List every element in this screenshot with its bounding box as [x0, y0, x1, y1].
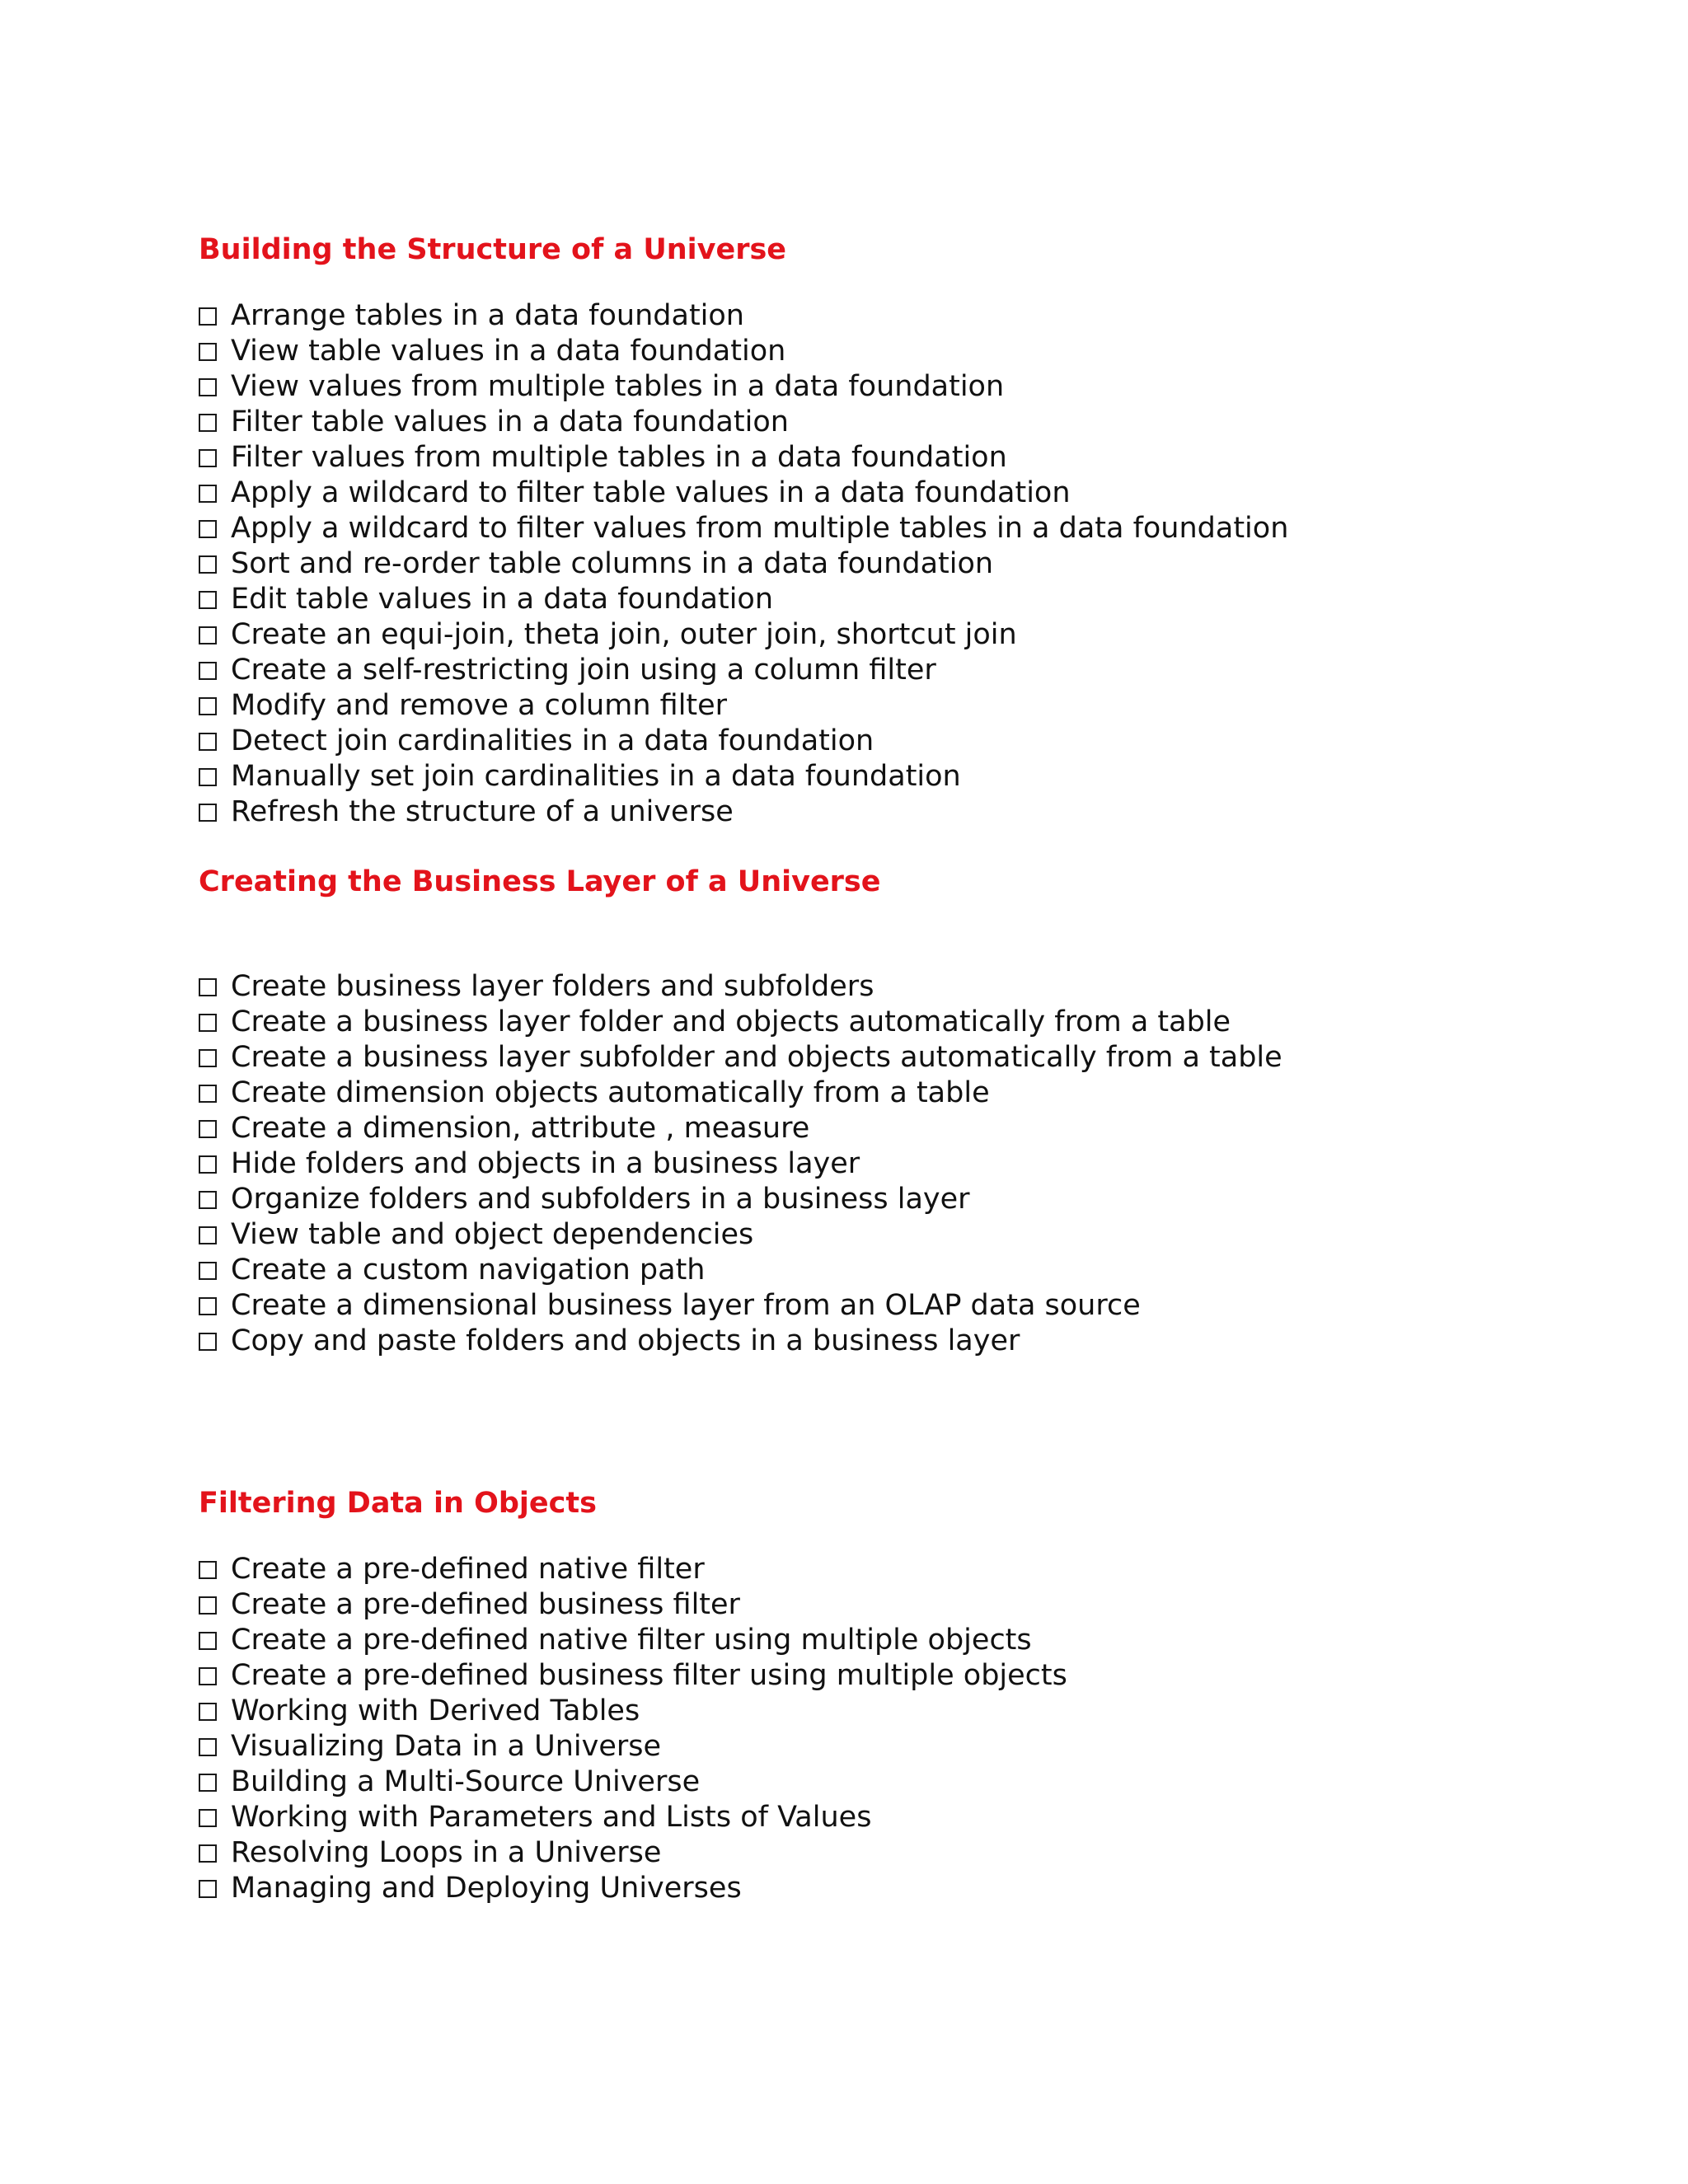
checklist — [199, 1552, 1600, 1906]
checkbox-icon — [199, 1333, 217, 1351]
checklist-item-label: Create an equi-join, theta join, outer join, shortcut join — [231, 618, 1017, 651]
checklist-item-label: View table values in a data foundation — [231, 335, 786, 368]
checkbox-icon — [199, 662, 217, 680]
checklist-item — [199, 1182, 1600, 1217]
checklist-item-label: Copy and paste folders and objects in a business layer — [231, 1324, 1020, 1357]
section-building-structure — [199, 232, 1600, 830]
checkbox-icon — [199, 804, 217, 822]
checkbox-icon — [199, 978, 217, 996]
section-title: Creating the Business Layer of a Universe — [199, 865, 881, 898]
checkbox-icon — [199, 1703, 217, 1721]
checkbox-icon — [199, 1667, 217, 1685]
checklist-item-label: Edit table values in a data foundation — [231, 583, 774, 616]
checkbox-icon — [199, 520, 217, 538]
checklist-item-label: Hide folders and objects in a business layer — [231, 1147, 860, 1180]
checklist-item — [199, 1800, 1600, 1835]
checklist-item-label: Create a business layer folder and objects automatically from a table — [231, 1005, 1231, 1038]
checklist-item — [199, 1658, 1600, 1694]
checklist-item — [199, 759, 1600, 794]
checkbox-icon — [199, 414, 217, 432]
checklist-item-label: Create a business layer subfolder and objects automatically from a table — [231, 1041, 1282, 1074]
checkbox-icon — [199, 1226, 217, 1244]
checklist-item-label: Create business layer folders and subfolders — [231, 970, 874, 1003]
checklist-item-label: Create a custom navigation path — [231, 1254, 706, 1286]
checklist — [199, 969, 1600, 1359]
checkbox-icon — [199, 768, 217, 786]
checklist-item — [199, 1765, 1600, 1800]
checkbox-icon — [199, 1262, 217, 1280]
checkbox-icon — [199, 1809, 217, 1827]
section-title: Building the Structure of a Universe — [199, 233, 787, 266]
checkbox-icon — [199, 1085, 217, 1103]
checklist-item — [199, 1040, 1600, 1076]
checkbox-icon — [199, 555, 217, 574]
checklist-item — [199, 1146, 1600, 1182]
checklist-item — [199, 334, 1600, 369]
checklist-item-label: View values from multiple tables in a data foundation — [231, 370, 1005, 403]
checklist-item — [199, 1005, 1600, 1040]
checkbox-icon — [199, 1297, 217, 1315]
checklist-item-label: Create a pre-defined business filter — [231, 1588, 740, 1621]
checklist-item-label: Create dimension objects automatically from a table — [231, 1076, 990, 1109]
checkbox-icon — [199, 697, 217, 715]
checklist-item — [199, 1324, 1600, 1359]
checkbox-icon — [199, 378, 217, 396]
checkbox-icon — [199, 343, 217, 361]
checklist-item — [199, 969, 1600, 1005]
checklist-item-label: Arrange tables in a data foundation — [231, 299, 744, 332]
checkbox-icon — [199, 307, 217, 326]
checklist-item — [199, 794, 1600, 830]
checklist-item-label: Working with Derived Tables — [231, 1694, 640, 1727]
checklist-item-label: View table and object dependencies — [231, 1218, 754, 1251]
checklist-item-label: Refresh the structure of a universe — [231, 795, 734, 828]
checkbox-icon — [199, 1632, 217, 1650]
checklist-item — [199, 1217, 1600, 1253]
checkbox-icon — [199, 626, 217, 644]
checklist-item — [199, 1729, 1600, 1765]
checklist-item-label: Filter table values in a data foundation — [231, 405, 789, 438]
checklist-item-label: Create a pre-defined business filter using multiple objects — [231, 1659, 1067, 1692]
checklist-item-label: Create a dimensional business layer from an OLAP data source — [231, 1289, 1141, 1322]
checklist-item-label: Create a self-restricting join using a column filter — [231, 654, 936, 687]
checklist-item — [199, 1111, 1600, 1146]
checklist-item-label: Create a pre-defined native filter using multiple objects — [231, 1624, 1032, 1657]
checklist-item — [199, 653, 1600, 688]
checkbox-icon — [199, 1738, 217, 1756]
checkbox-icon — [199, 1049, 217, 1067]
checkbox-icon — [199, 449, 217, 467]
checklist-item — [199, 1253, 1600, 1288]
checklist-item — [199, 298, 1600, 334]
checkbox-icon — [199, 591, 217, 609]
section-title: Filtering Data in Objects — [199, 1487, 597, 1520]
checklist-item — [199, 546, 1600, 582]
checkbox-icon — [199, 733, 217, 751]
checklist-item-label: Resolving Loops in a Universe — [231, 1836, 662, 1869]
checkbox-icon — [199, 1844, 217, 1863]
checklist-item — [199, 1076, 1600, 1111]
checklist-item — [199, 440, 1600, 476]
checklist-item-label: Sort and re-order table columns in a data foundation — [231, 547, 994, 580]
checklist-item — [199, 1623, 1600, 1658]
checklist-item — [199, 405, 1600, 440]
section-filtering-data — [199, 1486, 1600, 1906]
checklist-item-label: Detect join cardinalities in a data foundation — [231, 724, 874, 757]
checklist-item-label: Managing and Deploying Universes — [231, 1872, 742, 1905]
checkbox-icon — [199, 485, 217, 503]
checklist-item-label: Apply a wildcard to filter table values in a data foundation — [231, 476, 1071, 509]
checklist-item-label: Manually set join cardinalities in a data foundation — [231, 760, 961, 793]
checkbox-icon — [199, 1561, 217, 1579]
checkbox-icon — [199, 1596, 217, 1615]
checkbox-icon — [199, 1774, 217, 1792]
checkbox-icon — [199, 1191, 217, 1209]
checklist-item — [199, 1871, 1600, 1906]
checkbox-icon — [199, 1120, 217, 1138]
checklist-item — [199, 511, 1600, 546]
checkbox-icon — [199, 1014, 217, 1032]
checklist-item-label: Modify and remove a column filter — [231, 689, 728, 722]
checkbox-icon — [199, 1880, 217, 1898]
checklist-item — [199, 688, 1600, 724]
checklist-item — [199, 1835, 1600, 1871]
checklist-item — [199, 1587, 1600, 1623]
checklist-item — [199, 582, 1600, 617]
checklist-item-label: Building a Multi-Source Universe — [231, 1765, 701, 1798]
checklist-item — [199, 724, 1600, 759]
checklist-item — [199, 617, 1600, 653]
checkbox-icon — [199, 1155, 217, 1174]
checklist-item-label: Organize folders and subfolders in a business layer — [231, 1183, 970, 1216]
checklist-item-label: Create a dimension, attribute , measure — [231, 1112, 810, 1145]
checklist-item — [199, 476, 1600, 511]
checklist-item-label: Create a pre-defined native filter — [231, 1553, 705, 1586]
section-business-layer — [199, 865, 1600, 1359]
checklist-item-label: Apply a wildcard to filter values from multiple tables in a data foundation — [231, 512, 1289, 545]
checklist-item — [199, 1288, 1600, 1324]
checklist-item-label: Visualizing Data in a Universe — [231, 1730, 662, 1763]
checklist — [199, 298, 1600, 830]
checklist-item — [199, 1694, 1600, 1729]
checklist-item-label: Working with Parameters and Lists of Values — [231, 1801, 872, 1834]
checklist-item-label: Filter values from multiple tables in a data foundation — [231, 441, 1007, 474]
checklist-item — [199, 369, 1600, 405]
checklist-item — [199, 1552, 1600, 1587]
